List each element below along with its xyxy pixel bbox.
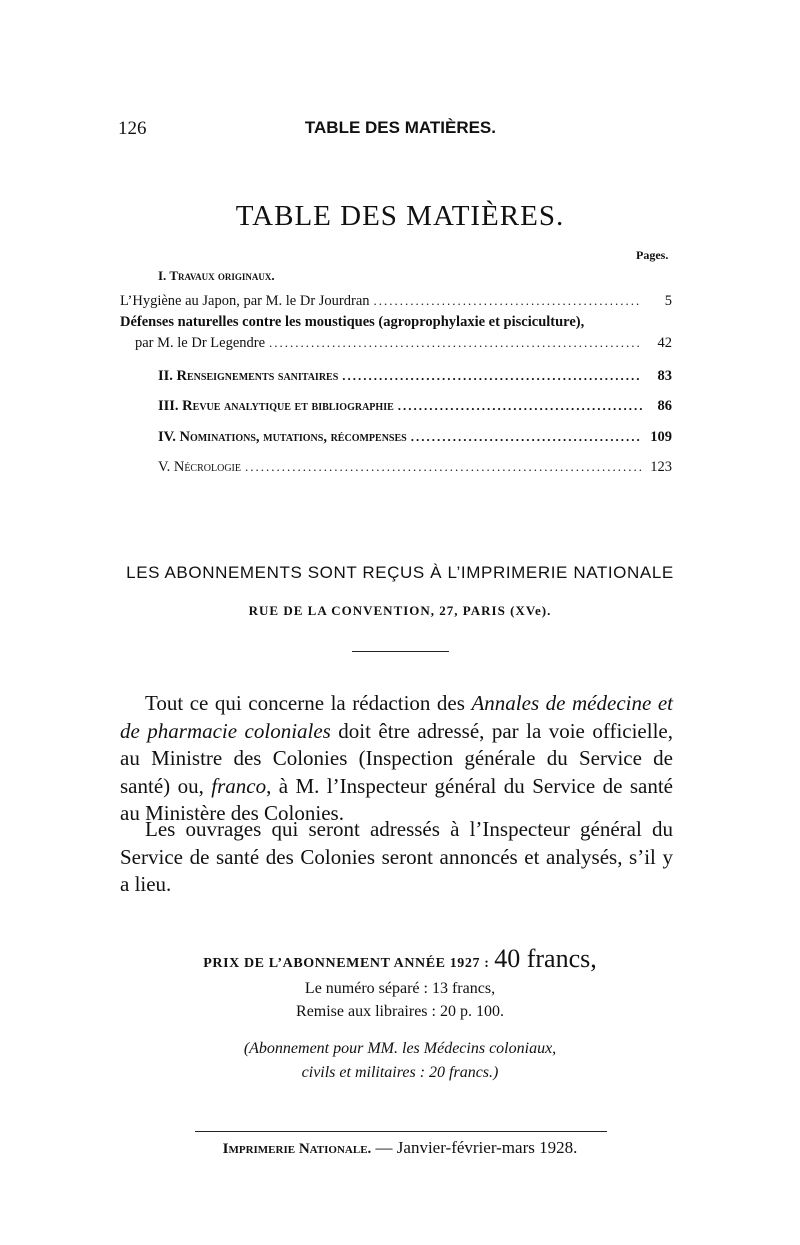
printer-name: Imprimerie Nationale.	[222, 1141, 372, 1157]
paragraph-text: Tout ce qui concerne la rédaction des	[145, 691, 472, 715]
price-value: 40 francs,	[494, 944, 597, 973]
toc-entry-page: 86	[657, 398, 672, 414]
leader-dots	[245, 459, 642, 475]
toc-entry-title: V. Nécrologie	[158, 459, 241, 475]
toc-entry-title: II. Renseignements sanitaires	[158, 368, 339, 384]
toc-title: TABLE DES MATIÈRES.	[235, 200, 565, 232]
printer-address: RUE DE LA CONVENTION, 27, PARIS (XVe).	[248, 603, 552, 618]
reviews-paragraph	[120, 816, 673, 899]
toc-entry-page: 109	[650, 429, 672, 445]
toc-entry[interactable]	[158, 368, 672, 388]
running-title: TABLE DES MATIÈRES.	[304, 118, 496, 137]
issue-date: Janvier-février-mars 1928.	[396, 1138, 578, 1157]
footer-rule	[195, 1131, 607, 1132]
toc-entry-page: 5	[664, 293, 672, 309]
bookseller-discount: Remise aux libraires : 20 p. 100.	[296, 1003, 504, 1020]
toc-entry-page: 42	[657, 335, 672, 351]
toc-entry-page: 123	[650, 459, 672, 475]
divider	[352, 651, 449, 652]
subscription-price	[0, 944, 800, 974]
paragraph-text: Les ouvrages qui seront adressés à l’Inspecteur général du Service de santé des Colonies seront annoncés et analysés, s’il y a lieu.	[120, 817, 673, 896]
toc-entry[interactable]	[158, 459, 672, 479]
leader-dots	[269, 335, 642, 351]
leader-dots	[342, 368, 642, 384]
toc-entry[interactable]	[135, 335, 672, 355]
paragraph-text: doit être adressé, par la voie officielle, au Ministre des Colonies (Inspection générale du Service de santé) ou,	[120, 718, 673, 798]
toc-section-heading: I. Travaux originaux.	[158, 268, 275, 283]
toc-entry-title: L’Hygiène au Japon, par M. le Dr Jourdran	[120, 293, 370, 309]
price-label: PRIX DE L’ABONNEMENT ANNÉE 1927 :	[203, 956, 490, 971]
leader-dots	[398, 398, 642, 414]
leader-dots	[411, 429, 642, 445]
toc-entry-title-line1: Défenses naturelles contre les moustiques (agroprophylaxie et pisciculture),	[120, 314, 585, 330]
subscription-notice: LES ABONNEMENTS SONT REÇUS À L’IMPRIMERIE NATIONALE	[126, 563, 674, 582]
leader-dots	[374, 293, 642, 309]
page-number: 126	[118, 118, 147, 139]
franco-term: franco	[211, 773, 267, 798]
paragraph-text: , à M. l’Inspecteur général du Service de santé au Ministère des Colonies.	[120, 773, 673, 825]
toc-entry-page: 83	[657, 368, 672, 384]
toc-entry-title: IV. Nominations, mutations, récompenses	[158, 429, 407, 445]
doctors-price-line2: civils et militaires : 20 francs.)	[301, 1064, 499, 1081]
toc-entry[interactable]	[158, 398, 672, 418]
imprint-separator: —	[371, 1138, 397, 1157]
imprint	[0, 1138, 800, 1158]
doctors-price-line1: (Abonnement pour MM. les Médecins coloniaux,	[243, 1040, 557, 1057]
single-issue-price: Le numéro séparé : 13 francs,	[304, 980, 496, 997]
editorial-paragraph	[120, 690, 673, 828]
pages-column-label: Pages.	[636, 248, 669, 262]
journal-title: Annales de médecine et de pharmacie coloniales	[120, 691, 673, 743]
toc-entry[interactable]	[120, 293, 672, 313]
toc-entry[interactable]	[158, 429, 672, 449]
toc-entry-title: par M. le Dr Legendre	[135, 335, 266, 351]
toc-entry-title: III. Revue analytique et bibliographie	[158, 398, 394, 414]
